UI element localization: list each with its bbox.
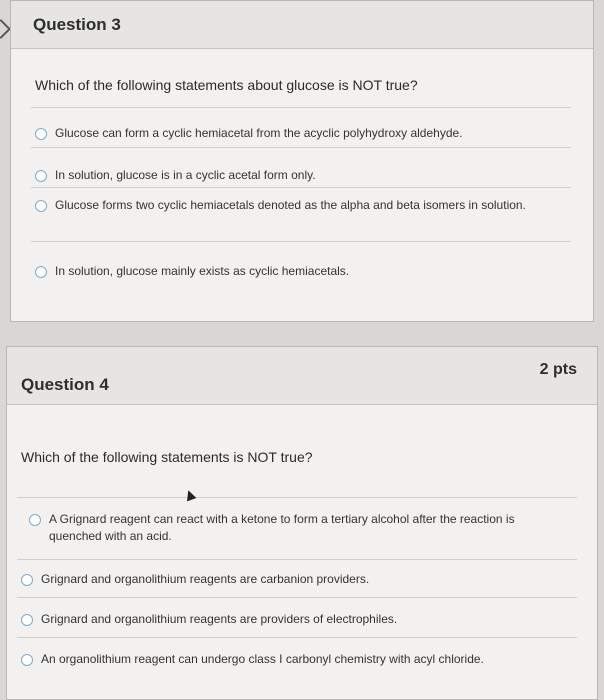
- answer-label: Glucose can form a cyclic hemiacetal from the acyclic polyhydroxy aldehyde.: [55, 126, 463, 140]
- q4-answer-3[interactable]: [21, 611, 581, 628]
- question-4-header: [7, 347, 597, 405]
- q3-answer-2[interactable]: [35, 167, 565, 184]
- answer-label: In solution, glucose mainly exists as cyclic hemiacetals.: [55, 264, 350, 278]
- radio-button[interactable]: [35, 128, 47, 140]
- answer-label: Glucose forms two cyclic hemiacetals denoted as the alpha and beta isomers in solution.: [55, 198, 526, 212]
- points-label: 2 pts: [539, 361, 577, 378]
- divider: [31, 241, 571, 242]
- divider: [17, 497, 577, 498]
- question-4-card: [6, 346, 598, 700]
- question-4-title: Question 4: [21, 375, 109, 394]
- divider: [17, 597, 577, 598]
- radio-button[interactable]: [21, 654, 33, 666]
- divider: [17, 559, 577, 560]
- q3-answer-1[interactable]: [35, 125, 565, 142]
- divider: [31, 147, 571, 148]
- q4-answer-2[interactable]: [21, 571, 581, 588]
- question-3-prompt: Which of the following statements about glucose is NOT true?: [35, 77, 418, 93]
- divider: [17, 637, 577, 638]
- question-3-header: [11, 1, 593, 49]
- answer-label: Grignard and organolithium reagents are carbanion providers.: [41, 572, 370, 586]
- answer-label: Grignard and organolithium reagents are providers of electrophiles.: [41, 612, 398, 626]
- radio-button[interactable]: [21, 614, 33, 626]
- radio-button[interactable]: [35, 200, 47, 212]
- q3-answer-3[interactable]: [35, 197, 535, 214]
- question-3-card: [10, 0, 594, 322]
- answer-label: In solution, glucose is in a cyclic acetal form only.: [55, 168, 316, 182]
- question-3-title: Question 3: [33, 15, 121, 34]
- radio-button[interactable]: [35, 266, 47, 278]
- radio-button[interactable]: [21, 574, 33, 586]
- q4-answer-1[interactable]: [29, 511, 529, 545]
- radio-button[interactable]: [29, 514, 41, 526]
- question-4-prompt: Which of the following statements is NOT true?: [21, 449, 313, 465]
- answer-label: A Grignard reagent can react with a ketone to form a tertiary alcohol after the reaction is quenched with an acid.: [49, 512, 515, 543]
- answer-label: An organolithium reagent can undergo class I carbonyl chemistry with acyl chloride.: [41, 652, 484, 666]
- divider: [31, 187, 571, 188]
- divider: [31, 107, 571, 108]
- q4-answer-4[interactable]: [21, 651, 591, 668]
- radio-button[interactable]: [35, 170, 47, 182]
- q3-answer-4[interactable]: [35, 263, 565, 280]
